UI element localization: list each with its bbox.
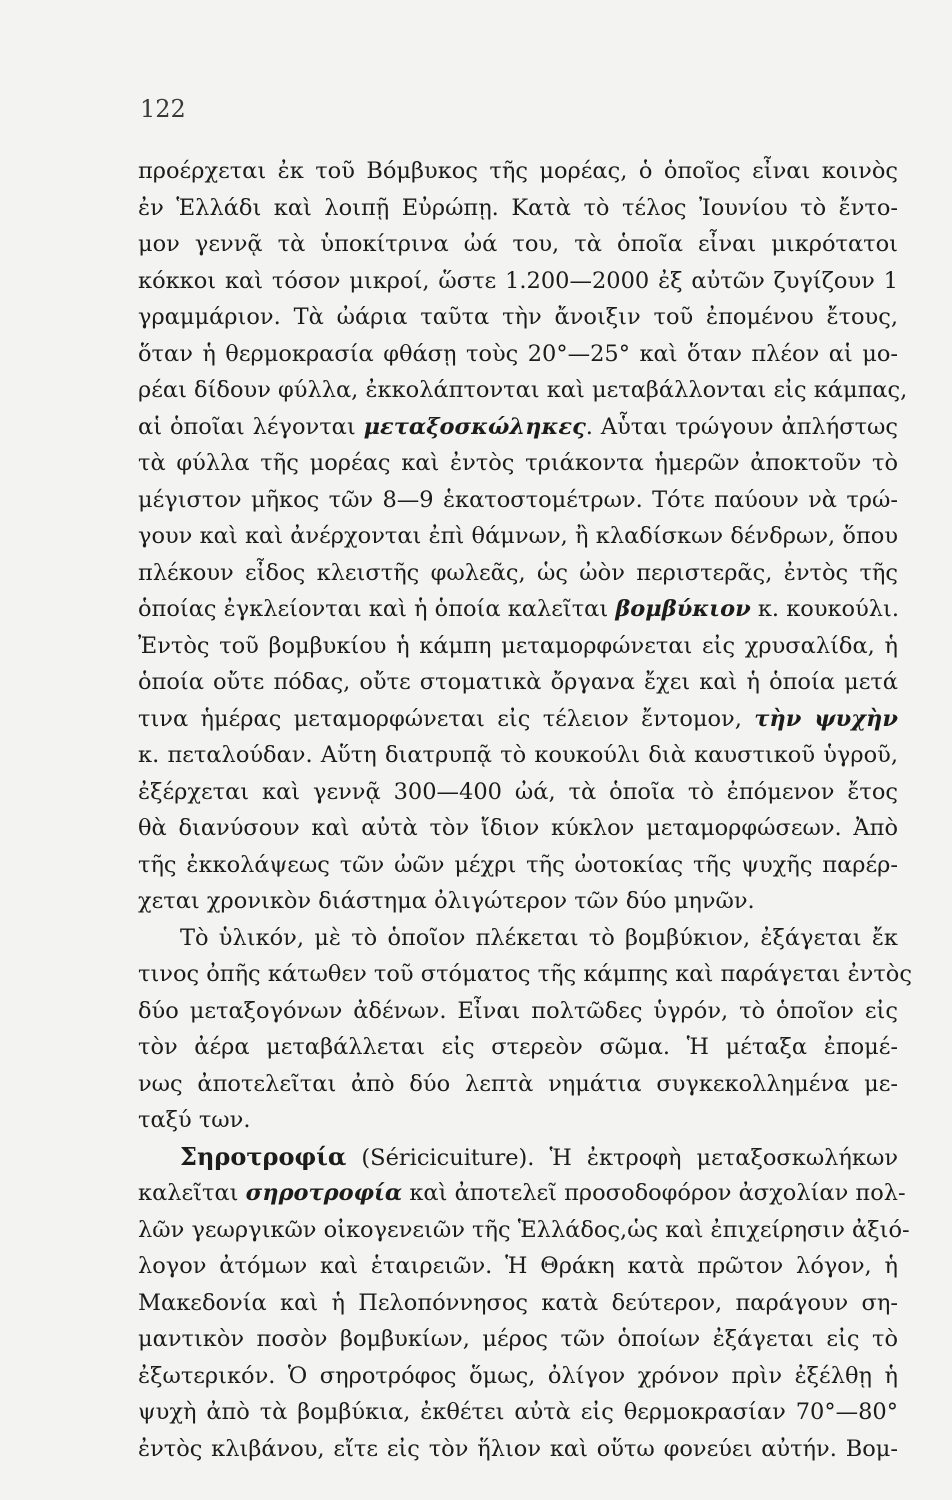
text-line: Ἐντὸς τοῦ βομβυκίου ἡ κάμπη μεταμορφώνεται εἰς χρυσαλίδα, ἡ — [138, 632, 898, 659]
text-segment: ὁποίας ἐγκλείονται καὶ ἡ ὁποία καλεῖται — [138, 596, 616, 622]
text-line: ὁποία οὔτε πόδας, οὔτε στοματικὰ ὄργανα ἔχει καὶ ἡ ὁποία μετά — [138, 669, 898, 695]
text-line: ἐντὸς κλιβάνου, εἴτε εἰς τὸν ἥλιον καὶ οὕτω φονεύει αὐτήν. Βομ- — [138, 1435, 898, 1462]
text-line: τινος ὀπῆς κάτωθεν τοῦ στόματος τῆς κάμπης καὶ παράγεται ἐντὸς — [138, 961, 912, 987]
text-segment: καὶ ἀποτελεῖ προσοδοφόρον ἀσχολίαν πολ- — [402, 1180, 906, 1206]
text-line: μαντικὸν ποσὸν βομβυκίων, μέρος τῶν ὁποίων ἐξάγεται εἰς τὸ — [138, 1326, 898, 1352]
term-metaxoskolikes: μεταξοσκώληκες — [363, 413, 586, 440]
text-line: γραμμάριον. Τὰ ὠάρια ταῦτα τὴν ἄνοιξιν τοῦ ἐπομένου ἔτους, — [138, 304, 898, 330]
term-vomvykion: βομβύκιον — [615, 596, 751, 622]
text-line: προέρχεται ἐκ τοῦ Βόμβυκος τῆς μορέας, ὁ ὁποῖος εἶναι κοινὸς — [138, 158, 898, 184]
text-segment: . Αὗται τρώγουν ἀπλήστως — [585, 413, 898, 440]
text-line: ψυχὴ ἀπὸ τὰ βομβύκια, ἐκθέτει αὐτὰ εἰς θερμοκρασίαν 70°—80° — [138, 1399, 898, 1425]
text-line: τῆς ἐκκολάψεως τῶν ὠῶν μέχρι τῆς ὠοτοκίας τῆς ψυχῆς παρέρ- — [138, 851, 898, 878]
text-line: ἐξέρχεται καὶ γεννᾷ 300—400 ὠά, τὰ ὁποῖα τὸ ἐπόμενον ἔτος — [138, 778, 898, 805]
body-text — [138, 153, 912, 1467]
text-line — [138, 701, 898, 738]
text-line: κόκκοι καὶ τόσον μικροί, ὥστε 1.200—2000 ἐξ αὐτῶν ζυγίζουν 1 — [138, 267, 898, 294]
section-heading: Σηροτροφία — [180, 1141, 347, 1171]
text-line: ἐξωτερικόν. Ὁ σηροτρόφος ὅμως, ὀλίγον χρόνον πρὶν ἐξέλθῃ ἡ — [138, 1362, 898, 1389]
text-line: τὸν ἀέρα μεταβάλλεται εἰς στερεὸν σῶμα. Ἡ μέταξα ἐπομέ- — [138, 1034, 898, 1060]
text-line: ρέαι δίδουν φύλλα, ἐκκολάπτονται καὶ μεταβάλλονται εἰς κάμπας, — [138, 377, 908, 403]
term-sirotrofia: σηροτροφία — [245, 1180, 403, 1206]
text-line — [138, 591, 898, 628]
text-line: ἐν Ἑλλάδι καὶ λοιπῇ Εὐρώπῃ. Κατὰ τὸ τέλος Ἰουνίου τὸ ἔντο- — [138, 194, 898, 221]
text-line: θὰ διανύσουν καὶ αὐτὰ τὸν ἴδιον κύκλον μεταμορφώσεων. Ἀπὸ — [138, 815, 898, 841]
text-segment: αἱ ὁποῖαι λέγονται — [138, 413, 364, 440]
text-line: γουν καὶ καὶ ἀνέρχονται ἐπὶ θάμνων, ἢ κλαδίσκων δένδρων, ὅπου — [138, 523, 898, 549]
text-line — [138, 409, 898, 446]
text-segment: τινα ἡμέρας μεταμορφώνεται εἰς τέλειον ἔντομον, — [138, 705, 755, 732]
text-line: κ. πεταλούδαν. Αὕτη διατρυπᾷ τὸ κουκούλι διὰ καυστικοῦ ὑγροῦ, — [138, 742, 898, 768]
text-segment: καλεῖται — [138, 1180, 246, 1206]
text-line: μέγιστον μῆκος τῶν 8—9 ἑκατοστομέτρων. Τότε παύουν νὰ τρώ- — [138, 486, 898, 513]
text-segment: κ. κουκούλι. — [750, 596, 900, 622]
page-number: 122 — [140, 95, 186, 123]
text-line: Τὸ ὑλικόν, μὲ τὸ ὁποῖον πλέκεται τὸ βομβύκιον, ἐξάγεται ἔκ — [180, 924, 898, 951]
text-line — [138, 1175, 906, 1212]
text-line — [138, 1139, 898, 1176]
text-line: Μακεδονία καὶ ἡ Πελοπόννησος κατὰ δεύτερον, παράγουν ση- — [138, 1289, 898, 1316]
text-line: τὰ φύλλα τῆς μορέας καὶ ἐντὸς τριάκοντα ἡμερῶν ἀποκτοῦν τὸ — [138, 450, 898, 476]
text-line: ὅταν ἡ θερμοκρασία φθάσῃ τοὺς 20°—25° καὶ ὅταν πλέον αἱ μο- — [138, 340, 898, 367]
text-line: δύο μεταξογόνων ἀδένων. Εἶναι πολτῶδες ὑγρόν, τὸ ὁποῖον εἰς — [138, 997, 898, 1024]
term-psychin: τὴν ψυχὴν — [754, 705, 898, 732]
text-segment: (Séricicuiture). Ἡ ἐκτροφὴ μεταξοσκωλήκων — [346, 1144, 898, 1171]
text-line: μον γεννᾷ τὰ ὑποκίτρινα ὠά του, τὰ ὁποῖα εἶναι μικρότατοι — [138, 231, 898, 257]
text-line: λῶν γεωργικῶν οἰκογενειῶν τῆς Ἑλλάδος,ὡς καὶ ἐπιχείρησιν ἀξιό- — [138, 1216, 910, 1243]
text-line: πλέκουν εἶδος κλειστῆς φωλεᾶς, ὡς ὠὸν περιστερᾶς, ἐντὸς τῆς — [138, 559, 898, 586]
text-line: ταξύ των. — [138, 1107, 251, 1133]
text-line: λογον ἀτόμων καὶ ἑταιρειῶν. Ἡ Θράκη κατὰ πρῶτον λόγον, ἡ — [138, 1253, 898, 1279]
text-line: χεται χρονικὸν διάστημα ὀλιγώτερον τῶν δύο μηνῶν. — [138, 888, 755, 914]
text-line: νως ἀποτελεῖται ἀπὸ δύο λεπτὰ νημάτια συγκεκολλημένα με- — [138, 1070, 898, 1097]
